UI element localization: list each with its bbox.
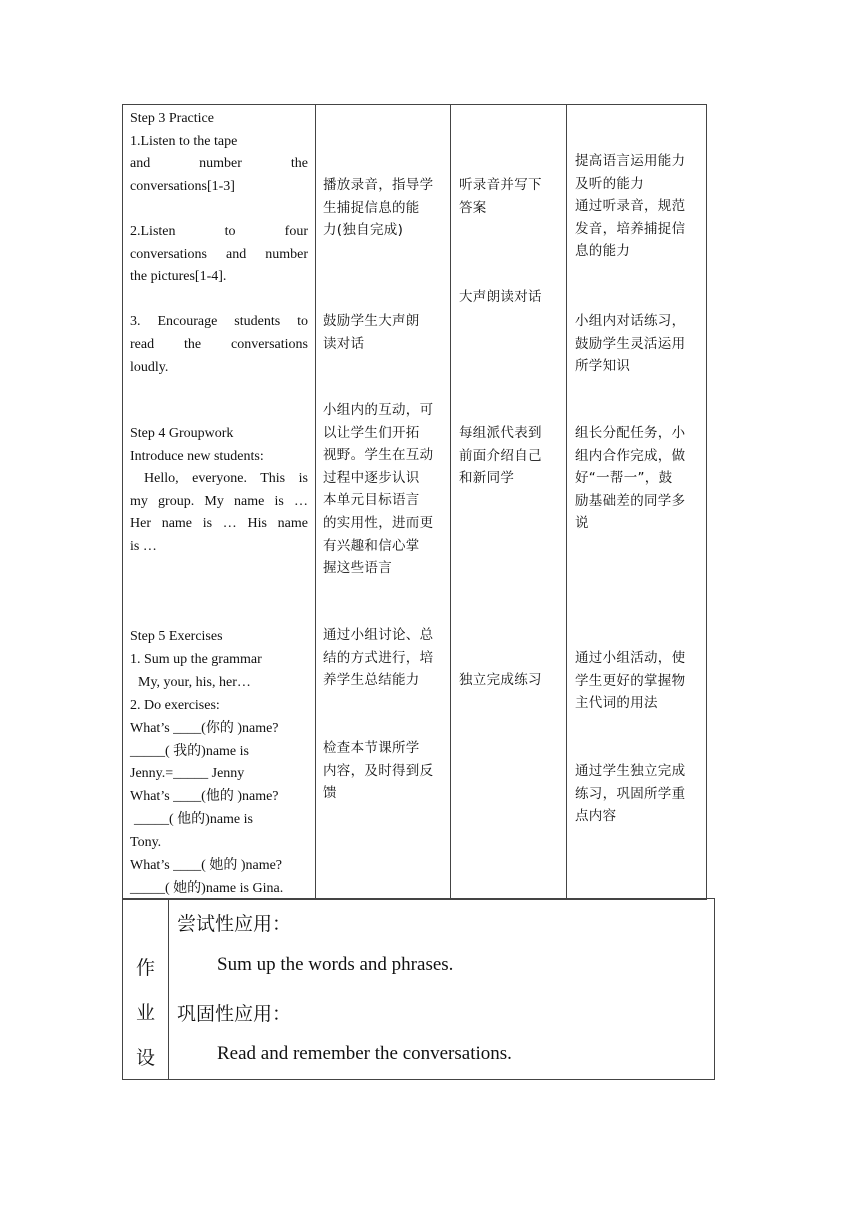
teacher-activity — [323, 624, 445, 692]
text-line: 练习，巩固所学重 — [575, 785, 686, 802]
design-intent — [575, 310, 701, 378]
text-line: 主代词的用法 — [575, 695, 658, 712]
text-line: 前面介绍自己 — [459, 447, 542, 464]
step4-line: Her name is … His name — [130, 516, 308, 532]
homework-label-char: 作 — [136, 957, 156, 979]
step3-line: 3. Encourage students to — [130, 314, 308, 330]
step3-title: Step 3 Practice — [130, 111, 214, 126]
step3-practice-block — [130, 108, 308, 379]
homework-task-2: Read and remember the conversations. — [217, 1043, 512, 1064]
student-activity — [459, 286, 561, 309]
text-line: 小组内的互动，可 — [323, 402, 434, 418]
text-line: 和新同学 — [459, 470, 515, 487]
text-line: 握这些语言 — [323, 560, 392, 577]
step4-line: is … — [130, 538, 157, 554]
step5-line: What’s ____(你的 )name? — [130, 720, 279, 736]
student-activity — [459, 669, 561, 692]
text-line: 内容，及时得到反 — [323, 762, 434, 779]
column-divider — [566, 104, 567, 900]
student-activity — [459, 422, 561, 490]
teacher-activity — [323, 174, 445, 242]
text-line: 本单元目标语言 — [323, 492, 420, 509]
homework-label-char: 业 — [136, 1002, 156, 1024]
step5-line: 1. Sum up the grammar — [130, 651, 262, 667]
text-line: 通过学生独立完成 — [575, 763, 686, 779]
text-line: 力(独自完成) — [323, 222, 404, 239]
text-line: 检查本节课所学 — [323, 740, 420, 756]
text-line: 有兴趣和信心掌 — [323, 537, 420, 554]
text-line: 养学生总结能力 — [323, 672, 420, 689]
text-line: 学生更好的掌握物 — [575, 672, 686, 689]
text-line: 大声朗读对话 — [459, 289, 542, 305]
text-line: 通过小组讨论、总 — [323, 627, 434, 643]
text-line: 听录音并写下 — [459, 177, 542, 193]
text-line: 以让学生们开拓 — [323, 424, 420, 441]
step5-line: _____( 她的)name is Gina. — [130, 880, 284, 896]
step5-line: _____( 他的)name is — [134, 812, 253, 828]
text-line: 鼓励学生大声朗 — [323, 313, 420, 329]
text-line: 通过小组活动，使 — [575, 650, 686, 666]
step3-line: loudly. — [130, 359, 169, 375]
text-line: 结的方式进行，培 — [323, 649, 434, 666]
text-line: 读对话 — [323, 335, 365, 352]
text-line: 答案 — [459, 199, 487, 216]
text-line: 及听的能力 — [575, 175, 644, 192]
step3-line: read the conversations — [130, 336, 308, 352]
design-intent — [575, 422, 701, 535]
design-intent — [575, 150, 701, 263]
step5-line: What’s ____( 她的 )name? — [130, 858, 283, 874]
step4-title: Step 4 Groupwork — [130, 426, 234, 441]
text-line: 说 — [575, 515, 589, 532]
step3-line: conversations[1-3] — [130, 178, 235, 194]
step5-exercises-block — [130, 626, 308, 901]
text-line: 所学知识 — [575, 358, 631, 375]
column-divider — [450, 104, 451, 900]
column-divider — [315, 104, 316, 900]
teacher-activity — [323, 737, 445, 805]
column-divider — [168, 898, 169, 1080]
text-line: 提高语言运用能力 — [575, 153, 686, 169]
text-line: 好“一帮一”，鼓 — [575, 470, 673, 487]
text-line: 独立完成练习 — [459, 672, 542, 688]
design-intent — [575, 760, 701, 828]
step3-line: conversations and number — [130, 246, 308, 262]
text-line: 息的能力 — [575, 243, 631, 260]
text-line: 的实用性，进而更 — [323, 514, 434, 531]
text-line: 组长分配任务，小 — [575, 425, 686, 441]
text-line: 通过听录音，规范 — [575, 198, 686, 215]
step3-line: 2.Listen to four — [130, 223, 308, 239]
homework-heading-consolidate: 巩固性应用： — [177, 1003, 292, 1025]
step3-line: the pictures[1-4]. — [130, 269, 227, 285]
step5-line: 2. Do exercises: — [130, 697, 220, 713]
text-line: 励基础差的同学多 — [575, 492, 686, 509]
step3-line: and number the — [130, 156, 308, 172]
text-line: 视野。学生在互动 — [323, 447, 434, 464]
teacher-activity — [323, 399, 445, 580]
step4-line: Introduce new students: — [130, 448, 264, 464]
text-line: 组内合作完成，做 — [575, 447, 686, 464]
design-intent — [575, 647, 701, 715]
text-line: 发音，培养捕捉信 — [575, 220, 686, 237]
step3-line: 1.Listen to the tape — [130, 133, 238, 149]
student-activity — [459, 174, 561, 219]
step5-line: _____( 我的)name is — [130, 743, 249, 759]
step4-line: Hello, everyone. This is — [144, 471, 308, 487]
text-line: 鼓励学生灵活运用 — [575, 335, 686, 352]
step5-title: Step 5 Exercises — [130, 629, 223, 644]
homework-label-char: 设 — [136, 1047, 156, 1069]
text-line: 馈 — [323, 785, 337, 802]
step5-line: My, your, his, her… — [138, 674, 251, 690]
teacher-activity — [323, 310, 445, 355]
homework-heading-trial: 尝试性应用： — [177, 913, 292, 935]
text-line: 过程中逐步认识 — [323, 469, 420, 486]
step5-line: Jenny.=_____ Jenny — [130, 766, 245, 782]
text-line: 每组派代表到 — [459, 425, 542, 441]
step4-line: my group. My name is … — [130, 493, 308, 509]
step5-line: What’s ____(他的 )name? — [130, 789, 279, 805]
homework-task-1: Sum up the words and phrases. — [217, 954, 454, 975]
text-line: 小组内对话练习， — [575, 313, 686, 329]
text-line: 生捕捉信息的能 — [323, 199, 420, 216]
step5-line: Tony. — [130, 835, 162, 851]
step4-groupwork-block — [130, 423, 308, 559]
text-line: 播放录音，指导学 — [323, 177, 434, 193]
text-line: 点内容 — [575, 808, 617, 825]
